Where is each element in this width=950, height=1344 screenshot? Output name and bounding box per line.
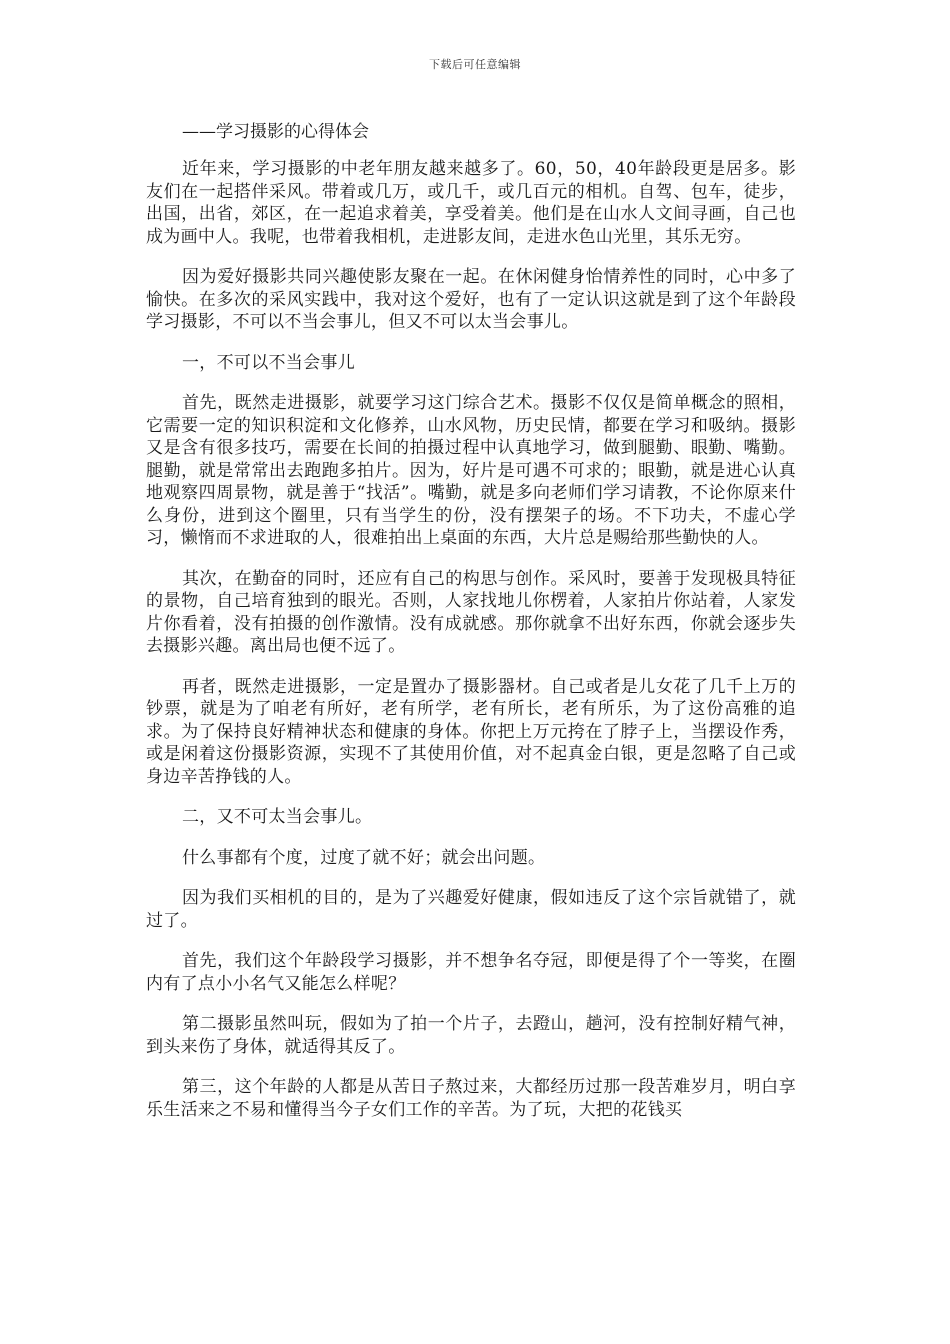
document-title: ——学习摄影的心得体会 [182, 122, 369, 142]
paragraph-4: 其次，在勤奋的同时，还应有自己的构思与创作。采风时，要善于发现极具特征的景物，自己培育独到的眼光。否则，人家找地儿你楞着，人家拍片你站着，人家发片你看着，没有拍摄的创作激情。没有成就感。那你就拿不出好东西，你就会逐步失去摄影兴趣。离出局也便不远了。 [146, 568, 796, 656]
paragraph-8: 首先，我们这个年龄段学习摄影，并不想争名夺冠，即便是得了个一等奖，在圈内有了点小小名气又能怎么样呢？ [146, 951, 796, 994]
section-heading-2: 二，又不可太当会事儿。 [182, 807, 373, 827]
paragraph-5: 再者，既然走进摄影，一定是置办了摄影器材。自己或者是儿女花了几千上万的钞票，就是为了咱老有所好，老有所学，老有所长，老有所乐，为了这份高雅的追求。为了保持良好精神状态和健康的身体。你把上万元挎在了脖子上，当摆设作秀，或是闲着这份摄影资源，实现不了其使用价值，对不起真金白银，更是忽略了自己或身边辛苦挣钱的人。 [146, 676, 796, 787]
paragraph-1: 近年来，学习摄影的中老年朋友越来越多了。60，50，40年龄段更是居多。影友们在一起搭伴采风。带着或几万，或几千，或几百元的相机。自驾、包车，徒步，出国，出省，郊区，在一起追求着美，享受着美。他们是在山水人文间寻画，自己也成为画中人。我呢，也带着我相机，走进影友间，走进水色山光里，其乐无穷。 [146, 159, 796, 247]
paragraph-3: 首先，既然走进摄影，就要学习这门综合艺术。摄影不仅仅是简单概念的照相，它需要一定的知识积淀和文化修养，山水风物，历史民情，都要在学习和吸纳。摄影又是含有很多技巧，需要在长间的拍摄过程中认真地学习，做到腿勤、眼勤、嘴勤。腿勤，就是常常出去跑跑多拍片。因为，好片是可遇不可求的；眼勤，就是进心认真地观察四周景物，就是善于“找活”。嘴勤，就是多向老师们学习请教，不论你原来什么身份，进到这个圈里，只有当学生的份，没有摆架子的场。不下功夫，不虚心学习，懒惰而不求进取的人，很难拍出上桌面的东西，大片总是赐给那些勤快的人。 [146, 393, 796, 548]
paragraph-2: 因为爱好摄影共同兴趣使影友聚在一起。在休闲健身怡情养性的同时，心中多了愉快。在多次的采风实践中，我对这个爱好，也有了一定认识这就是到了这个年龄段学习摄影，不可以不当会事儿，但又不可以太当会事儿。 [146, 267, 796, 332]
header-note: 下载后可任意编辑 [429, 58, 521, 71]
paragraph-10: 第三，这个年龄的人都是从苦日子熬过来，大都经历过那一段苦难岁月，明白享乐生活来之不易和懂得当今子女们工作的辛苦。为了玩，大把的花钱买 [146, 1077, 796, 1120]
paragraph-6: 什么事都有个度，过度了就不好；就会出问题。 [182, 847, 546, 868]
document-body [146, 108, 796, 1121]
section-heading-1: 一，不可以不当会事儿 [182, 352, 355, 373]
paragraph-7: 因为我们买相机的目的，是为了兴趣爱好健康，假如违反了这个宗旨就错了，就过了。 [146, 888, 796, 931]
paragraph-9: 第二摄影虽然叫玩，假如为了拍一个片子，去蹬山，趟河，没有控制好精气神，到头来伤了身体，就适得其反了。 [146, 1014, 796, 1057]
